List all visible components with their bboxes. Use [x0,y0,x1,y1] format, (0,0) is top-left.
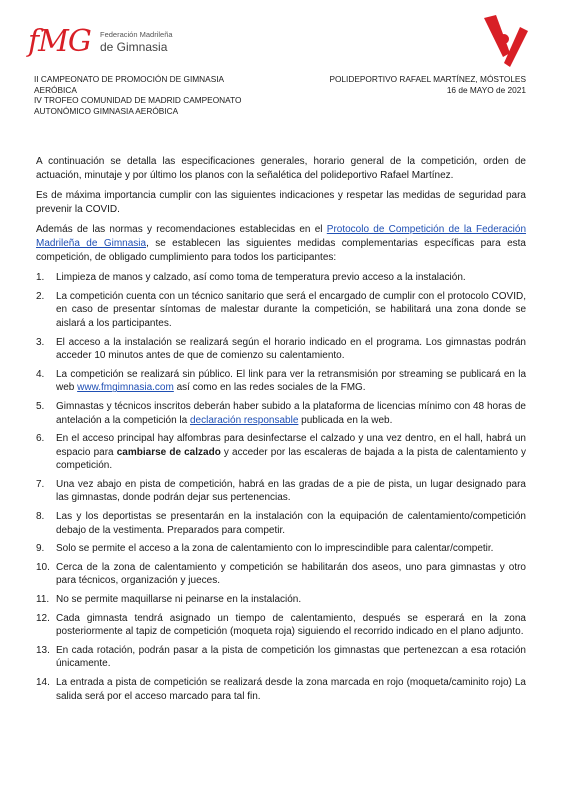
protocol-link[interactable]: Protocolo de Competición de la Federación Madrileña de Gimnasia [36,224,527,249]
event-title-line: AUTONÓMICO GIMNASIA AERÓBICA [34,105,179,116]
list-number: 5. [36,400,45,412]
list-text: así como en las redes sociales de la FMG. [173,382,366,394]
list-item [36,612,526,639]
list-item [36,368,526,395]
list-number: 7. [36,478,45,490]
list-item [36,271,526,285]
declaracion-responsable-link[interactable]: declaración responsable [189,414,299,426]
list-text: El acceso a la instalación se realizará según el horario indicado en el programa. Los gimnastas podrán acceder 10 minutos antes de que de comienzo su calentamiento. [56,336,526,362]
list-number: 2. [36,290,45,302]
list-text: Limpieza de manos y calzado, así como toma de temperatura previo acceso a la instalación. [56,272,466,284]
list-item [36,561,526,588]
list-number: 14. [36,677,50,688]
event-title [34,74,294,116]
intro-paragraph [36,223,526,264]
document-body [36,155,526,708]
list-item [36,644,526,671]
fmg-website-link[interactable]: www.fmgimnasia.com [77,382,174,394]
list-number: 12. [36,612,50,624]
list-text-bold: cambiarse de calzado [116,446,221,458]
list-item [36,336,526,363]
list-item [36,593,526,607]
list-text: Cada gimnasta tendrá asignado un tiempo de calentamiento, después se esperará en la zona posteriormente al tapiz de competición (moqueta roja) siguiendo el recorrido indicado en el plano adjunto. [56,612,526,638]
list-item [36,400,526,427]
fmg-logo [28,20,198,68]
measures-list [36,271,526,703]
list-text: La competición cuenta con un técnico sanitario que será el encargado de cumplir con el protocolo COVID, en caso de presentar síntomas de malestar durante la competición, se habilitará una zona donde se aislará a los participantes. [56,290,526,329]
event-title-line: II CAMPEONATO DE PROMOCIÓN DE GIMNASIA [34,74,225,84]
list-item [36,542,526,556]
list-text: Una vez abajo en pista de competición, habrá en las gradas de a pie de pista, un lugar designado para las gimnastas, donde podrán dejar sus pertenencias. [56,478,526,504]
list-text: Gimnastas y técnicos inscritos deberán haber subido a la plataforma de licencias mínimo con 48 horas de antelación a la competición la [56,400,526,426]
event-title-line: AERÓBICA [34,84,77,95]
list-text: La entrada a pista de competición se realizará desde la zona marcada en rojo (moqueta/caminito rojo) La salida será por el acceso marcado para tal fin. [56,677,526,702]
list-text: La competición se realizará sin público. El link para ver la retransmisión por streaming se publicará en la web [56,368,526,394]
list-number: 13. [36,644,50,656]
list-number: 6. [36,433,45,445]
event-venue: POLIDEPORTIVO RAFAEL MARTÍNEZ, MÓSTOLES [329,74,526,84]
list-text: Cerca de la zona de calentamiento y competición se habilitarán dos aseos, uno para gimnastas y otro para técnicos, organización y jueces. [56,561,526,587]
list-number: 9. [36,543,45,555]
intro-paragraph: Es de máxima importancia cumplir con las siguientes indicaciones y respetar las medidas de seguridad para prevenir la COVID. [36,190,526,215]
logo-text-line2: de Gimnasia [100,40,168,54]
list-item [36,510,526,537]
list-text: publicada en la web. [298,414,393,426]
text: , se establecen las siguientes medidas complementarias específicas para esta competición, de obligado cumplimiento para todos los participantes: [36,237,526,263]
logo-text-line1: Federación Madrileña [100,30,173,39]
list-number: 3. [36,336,45,348]
list-number: 8. [36,511,45,523]
federation-emblem-icon [470,13,530,68]
fmg-logo-mark: fMG [28,24,91,59]
list-number: 1. [36,272,45,284]
list-number: 4. [36,368,45,380]
list-item [36,432,526,473]
list-text: Las y los deportistas se presentarán en la instalación con la equipación de calentamiento/competición debajo de la vestimenta. Preparados para competir. [56,511,526,536]
list-number: 11. [36,594,50,606]
list-text: Solo se permite el acceso a la zona de calentamiento con lo imprescindible para calentar/competir. [56,543,494,555]
event-venue-date [320,74,526,95]
list-text: En el acceso principal hay alfombras para desinfectarse el calzado y una vez dentro, en el hall, habrá un espacio para [56,433,526,458]
intro-paragraph: A continuación se detalla las especificaciones generales, horario general de la competición, orden de actuación, minutaje y por último los planos con la señalética del polideportivo Rafael Martínez. [36,156,526,181]
list-item [36,478,526,505]
list-item [36,290,526,331]
event-date: 16 de MAYO de 2021 [446,84,526,95]
list-text: y acceder por las escaleras de bajada a la pista de calentamiento y competición. [56,446,527,472]
event-title-line: IV TROFEO COMUNIDAD DE MADRID CAMPEONATO [34,95,242,106]
text: Además de las normas y recomendaciones establecidas en el [36,224,327,236]
list-text: No se permite maquillarse ni peinarse en la instalación. [56,594,302,606]
list-text: En cada rotación, podrán pasar a la pista de competición los gimnastas que pertenezcan a esa rotación únicamente. [56,644,526,670]
list-item [36,676,526,703]
list-number: 10. [36,561,50,573]
